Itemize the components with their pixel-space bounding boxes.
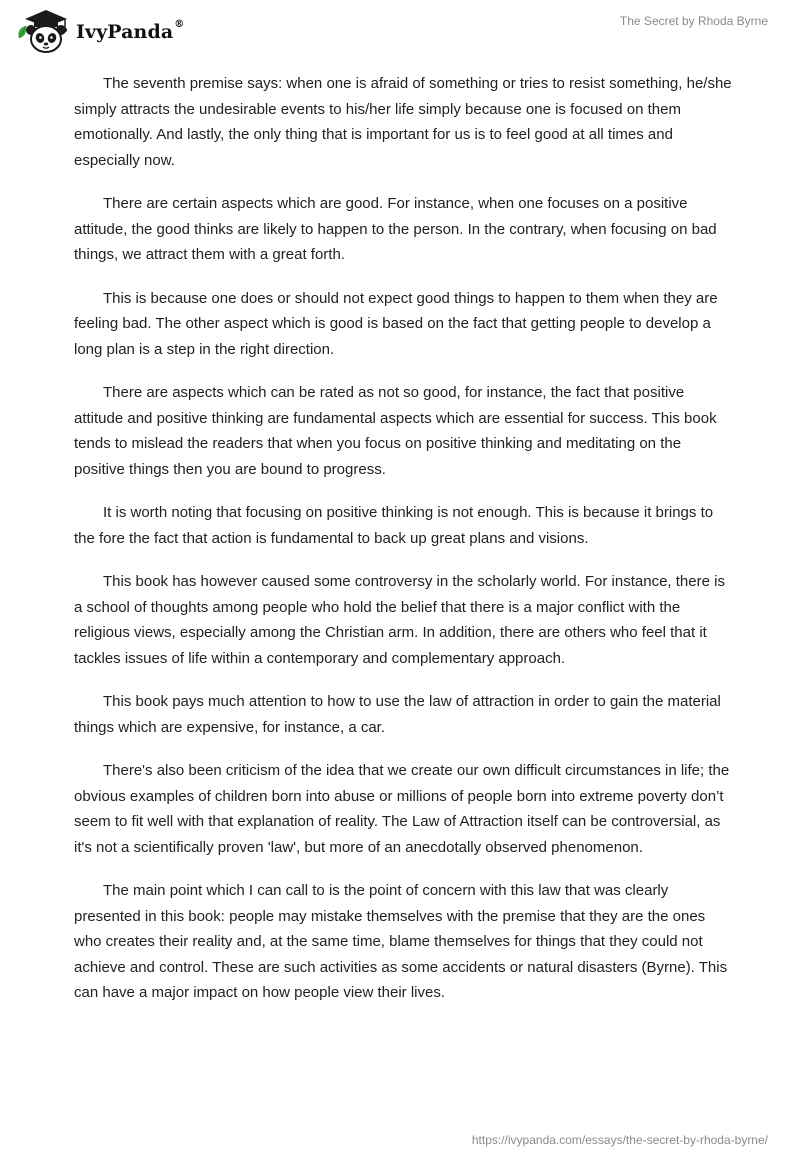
panda-graduate-icon <box>16 8 72 54</box>
paragraph: It is worth noting that focusing on positive thinking is not enough. This is because it brings to the fore the fact that action is fundamental to back up great plans and visions. <box>74 504 714 547</box>
paragraph: This book pays much attention to how to use the law of attraction in order to gain the material things which are expensive, for instance, a car. <box>74 693 721 736</box>
document-title: The Secret by Rhoda Byrne <box>619 14 768 28</box>
paragraph: This is because one does or should not expect good things to happen to them when they are feeling bad. The other aspect which is good is based on the fact that getting people to develop a long plan is a step in the right direction. <box>74 289 718 358</box>
paragraph: There are aspects which can be rated as not so good, for instance, the fact that positive attitude and positive thinking are fundamental aspects which are essential for success. This book tends to mislead the readers that when you focus on positive thinking and meditating on the positive things then you are bound to progress. <box>74 384 717 478</box>
paragraph: The seventh premise says: when one is afraid of something or tries to resist something, he/she simply attracts the undesirable events to his/her life simply because one is focused on them emotionally. And lastly, the only thing that is important for us is to feel good at all times and especially now. <box>74 75 732 169</box>
essay-body <box>74 71 736 1024</box>
ivypanda-logo[interactable] <box>16 8 184 54</box>
paragraph: This book has however caused some controversy in the scholarly world. For instance, there is a school of thoughts among people who hold the belief that there is a major conflict with the religious views, especially among the Christian arm. In addition, there are others who feel that it tackles issues of life within a contemporary and complementary approach. <box>74 573 725 667</box>
paragraph: The main point which I can call to is the point of concern with this law that was clearly presented in this book: people may mistake themselves with the premise that they are the ones who creates their reality and, at the same time, blame themselves for things that they could not achieve and control. These are such activities as some accidents or natural disasters (Byrne). This can have a major impact on how people view their lives. <box>74 882 728 1001</box>
brand-name: IvyPanda® <box>76 19 185 43</box>
source-url-link[interactable]: https://ivypanda.com/essays/the-secret-by-rhoda-byrne/ <box>471 1133 768 1147</box>
page-header <box>0 0 800 60</box>
paragraph: There's also been criticism of the idea that we create our own difficult circumstances in life; the obvious examples of children born into abuse or millions of people born into extreme poverty don’t seem to fit well with that explanation of reality. The Law of Attraction itself can be controversial, as it's not a scientifically proven 'law', but more of an anecdotally observed phenomenon. <box>74 762 730 856</box>
paragraph: There are certain aspects which are good. For instance, when one focuses on a positive attitude, the good thinks are likely to happen to the person. In the contrary, when focusing on bad things, we attract them with a great forth. <box>74 195 717 263</box>
